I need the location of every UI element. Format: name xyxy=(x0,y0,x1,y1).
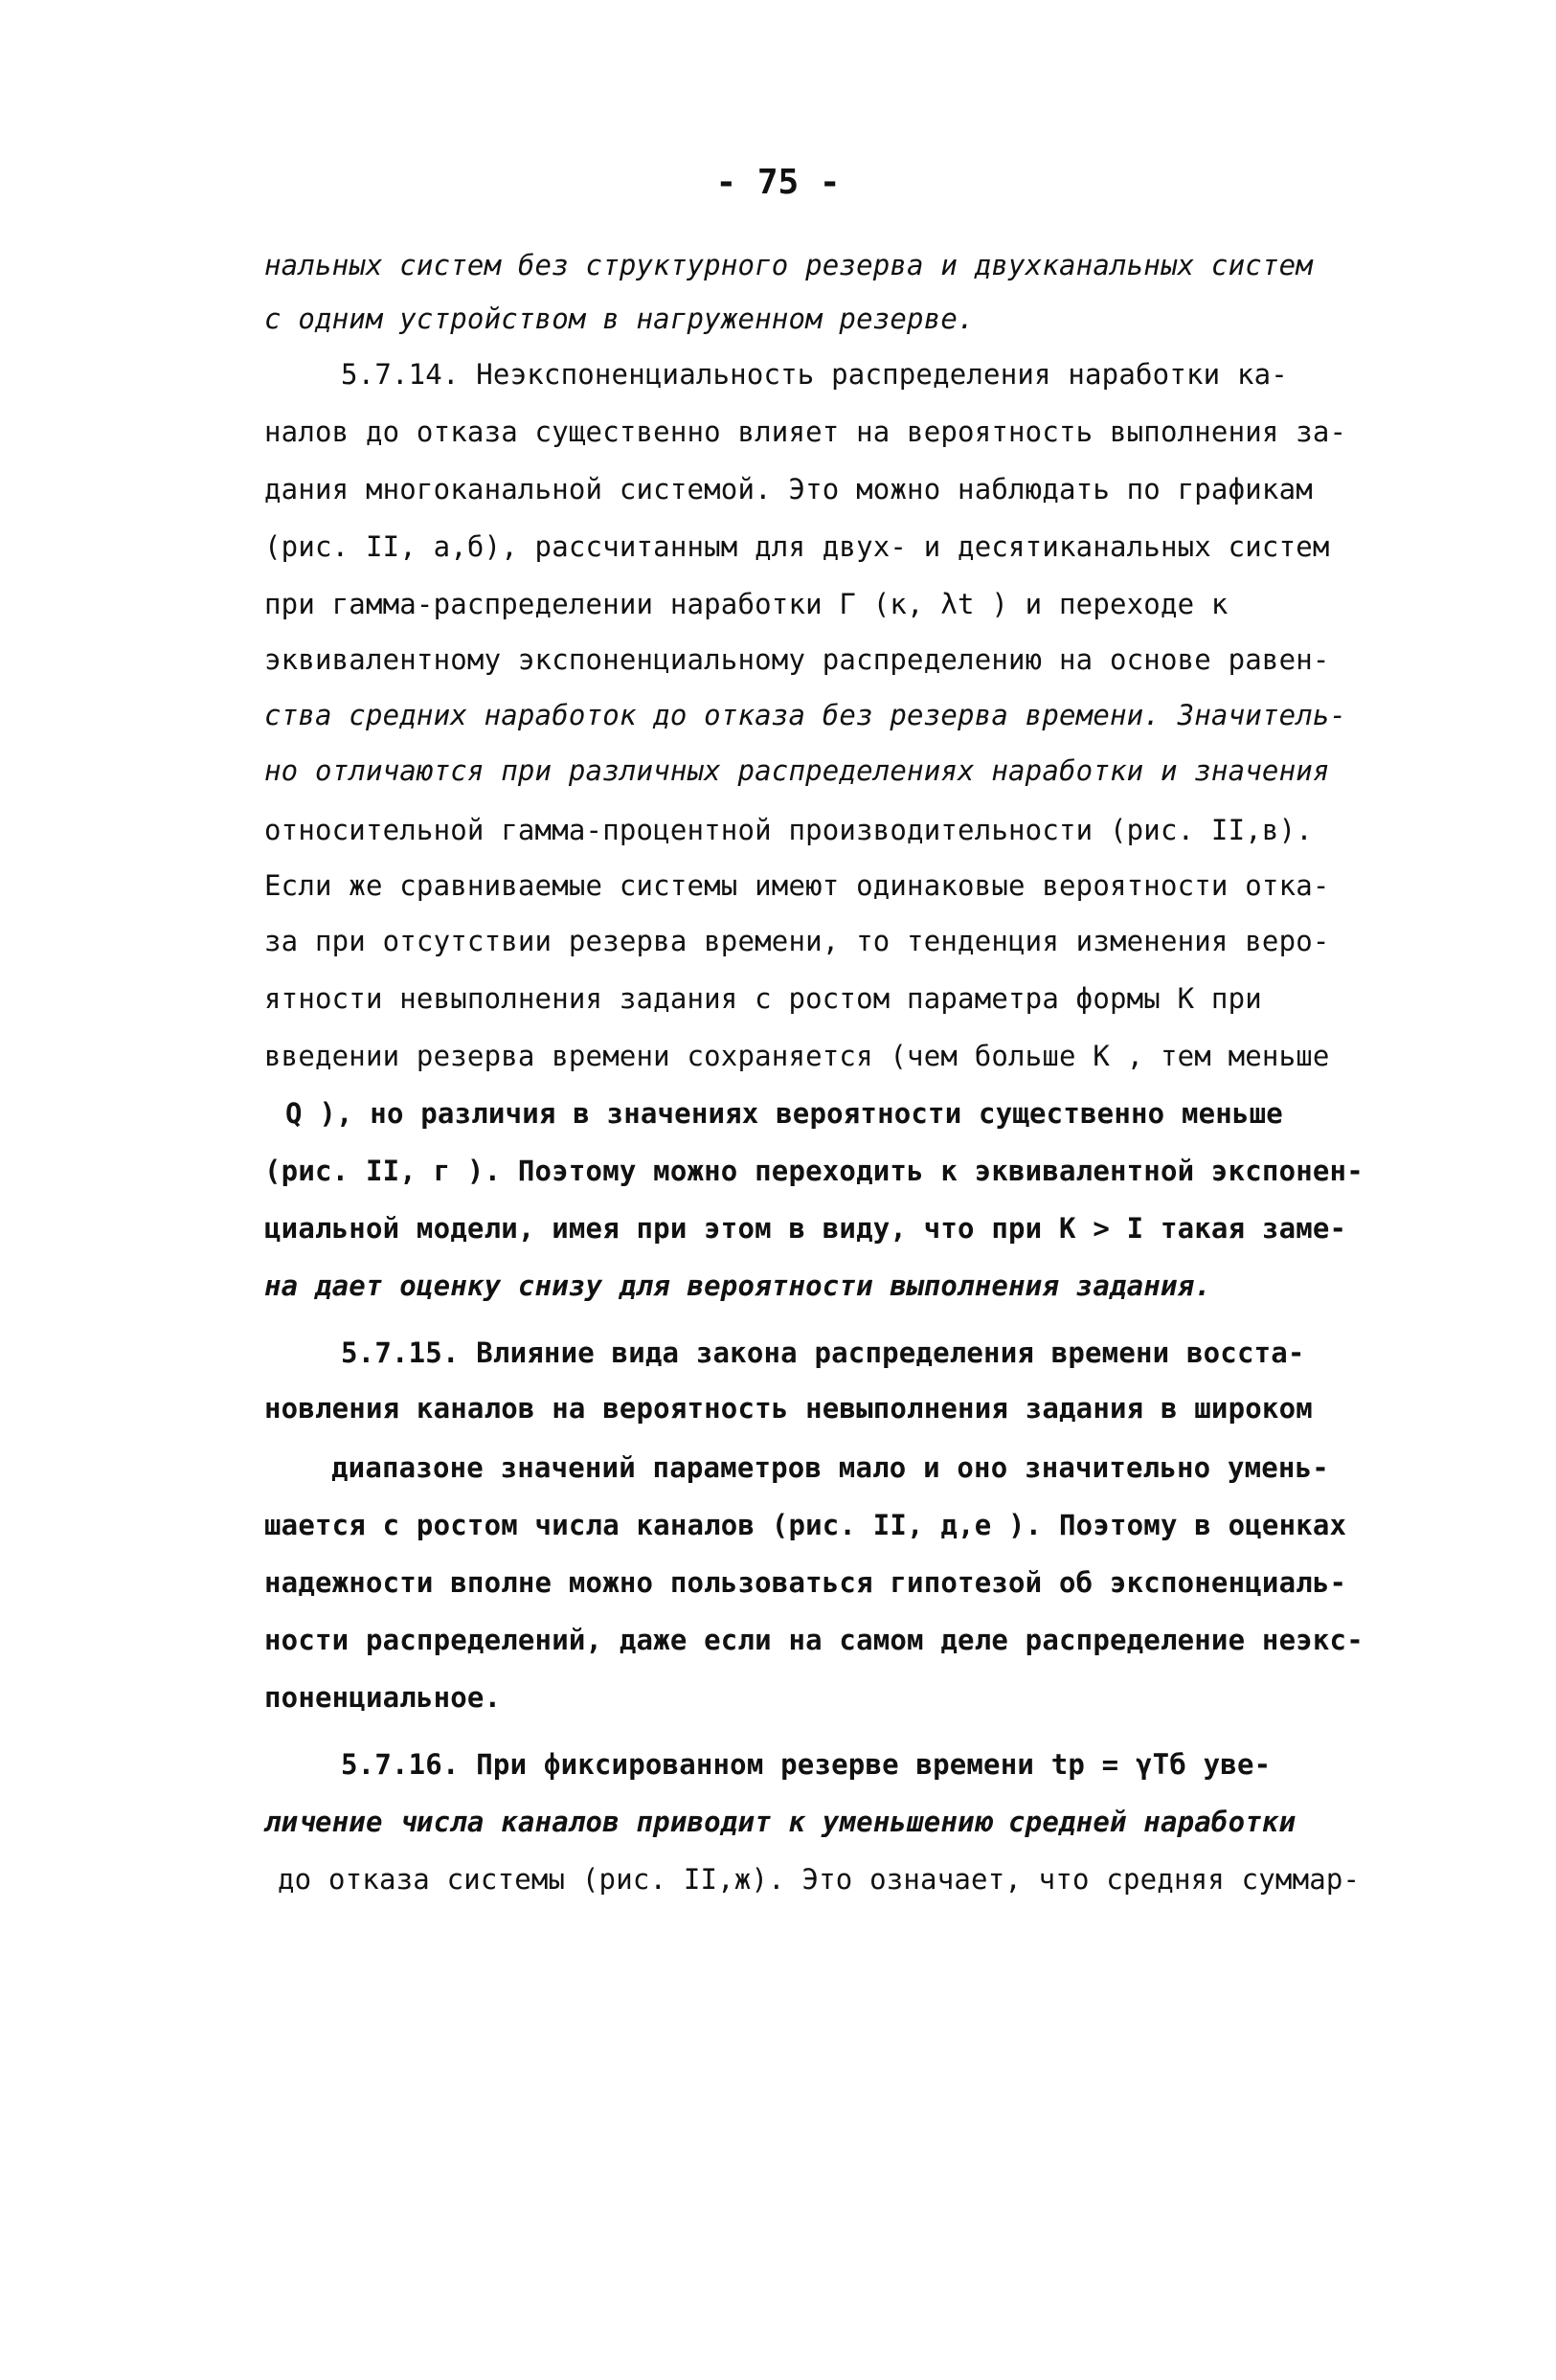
text-line-29: до отказа системы (рис. II,ж). Это означает, что средняя суммар- xyxy=(278,1863,1361,1896)
text-line-3: 5.7.14. Неэкспоненциальность распределения наработки ка- xyxy=(341,358,1288,391)
text-line-24: надежности вполне можно пользоваться гипотезой об экспоненциаль- xyxy=(264,1566,1347,1599)
text-line-23: шается с ростом числа каналов (рис. II, д,е ). Поэтому в оценках xyxy=(264,1509,1347,1541)
text-line-18: циальной модели, имея при этом в виду, что при K > I такая заме- xyxy=(264,1212,1347,1245)
text-line-10: но отличаются при различных распределениях наработки и значения xyxy=(264,754,1330,787)
text-line-21: новления каналов на вероятность невыполнения задания в широком xyxy=(264,1392,1313,1425)
text-line-25: ности распределений, даже если на самом деле распределение неэкс- xyxy=(264,1624,1364,1656)
text-line-26: поненциальное. xyxy=(264,1681,502,1714)
text-line-9: ства средних наработок до отказа без резерва времени. Значитель- xyxy=(264,699,1347,731)
text-line-5: дания многоканальной системой. Это можно наблюдать по графикам xyxy=(264,473,1313,505)
text-line-11: относительной гамма-процентной производительности (рис. II,в). xyxy=(264,814,1313,846)
text-line-20: 5.7.15. Влияние вида закона распределения времени восста- xyxy=(341,1336,1305,1369)
text-line-28: личение числа каналов приводит к уменьшению средней наработки xyxy=(264,1806,1297,1838)
text-line-13: за при отсутствии резерва времени, то тенденция изменения веро- xyxy=(264,925,1330,957)
text-line-22: диапазоне значений параметров мало и оно значительно умень- xyxy=(331,1451,1329,1484)
text-line-4: налов до отказа существенно влияет на вероятность выполнения за- xyxy=(264,415,1347,448)
text-line-12: Если же сравниваемые системы имеют одинаковые вероятности отка- xyxy=(264,869,1330,902)
text-line-19: на дает оценку снизу для вероятности выполнения задания. xyxy=(264,1269,1211,1302)
text-line-2: с одним устройством в нагруженном резерве. xyxy=(264,303,975,335)
text-line-1: нальных систем без структурного резерва и двухканальных систем xyxy=(264,249,1313,281)
text-line-7: при гамма-распределении наработки Г (к, λt ) и переходе к xyxy=(264,588,1229,620)
text-line-15: введении резерва времени сохраняется (чем больше K , тем меньше xyxy=(264,1040,1330,1072)
text-line-16: Q ), но различия в значениях вероятности существенно меньше xyxy=(285,1097,1283,1130)
text-line-14: ятности невыполнения задания с ростом параметра формы K при xyxy=(264,982,1262,1015)
text-line-17: (рис. II, г ). Поэтому можно переходить к эквивалентной экспонен- xyxy=(264,1155,1364,1187)
page-number: - 75 - xyxy=(715,163,841,202)
text-line-8: эквивалентному экспоненциальному распределению на основе равен- xyxy=(264,643,1330,676)
text-line-27: 5.7.16. При фиксированном резерве времени tр = γТб уве- xyxy=(341,1748,1272,1781)
text-line-6: (рис. II, а,б), рассчитанным для двух- и десятиканальных систем xyxy=(264,530,1330,563)
